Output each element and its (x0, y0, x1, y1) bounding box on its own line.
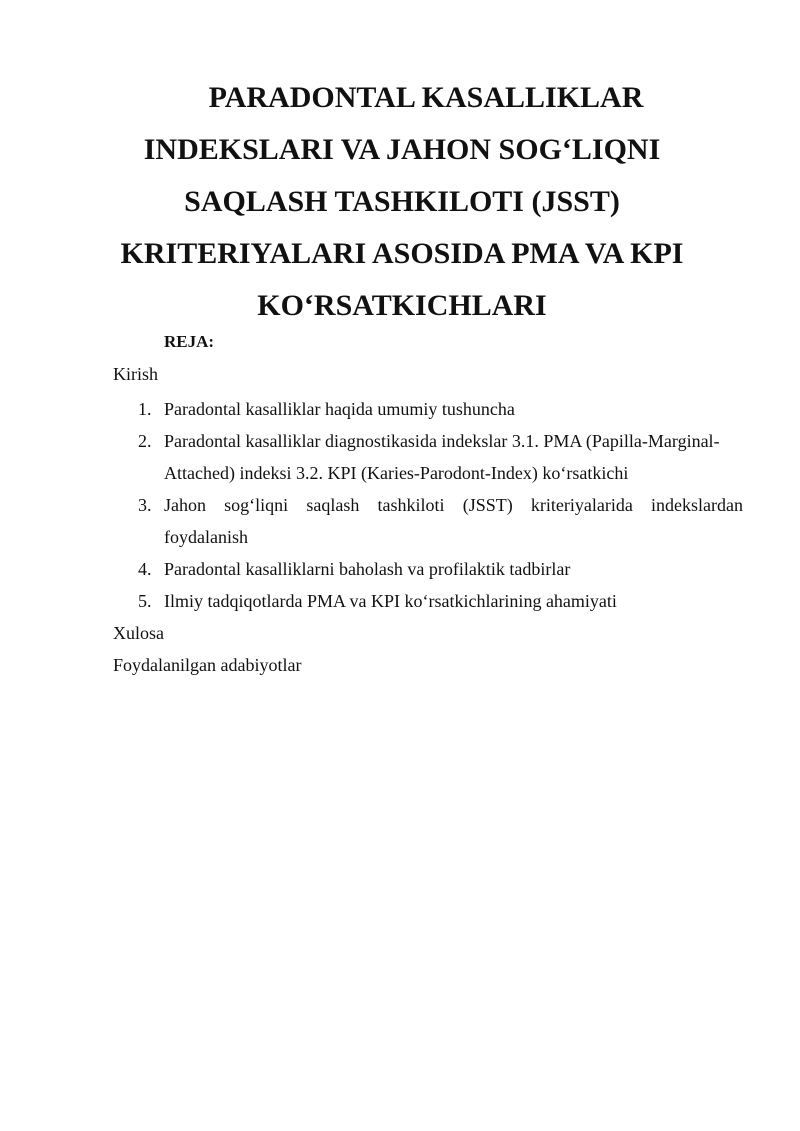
list-item-text: Paradontal kasalliklar haqida umumiy tushuncha (164, 399, 515, 419)
list-item-text-line-1: Jahon sog‘liqni saqlash tashkiloti (JSST) kriteriyalarida indekslardan (164, 495, 743, 515)
list-item (113, 585, 743, 617)
list-item-number: 1. (138, 399, 152, 419)
list-item-text: Paradontal kasalliklarni baholash va profilaktik tadbirlar (164, 559, 571, 579)
title-line-1: PARADONTAL KASALLIKLAR (208, 81, 644, 114)
list-item-number: 5. (138, 591, 152, 611)
list-item-text-line-1: Paradontal kasalliklar diagnostikasida indekslar 3.1. PMA (Papilla-Marginal- (164, 431, 720, 451)
list-item-text-line-2: foydalanish (164, 527, 248, 547)
title-line-4: KRITERIYALARI ASOSIDA PMA VA KPI (120, 237, 684, 270)
list-item-number: 3. (138, 495, 152, 515)
document-title (113, 72, 691, 332)
list-item-number: 2. (138, 431, 152, 451)
plan-list (113, 393, 743, 617)
references-entry: Foydalanilgan adabiyotlar (113, 655, 302, 675)
title-line-5: KO‘RSATKICHLARI (257, 289, 547, 322)
list-item (113, 393, 743, 425)
title-line-3: SAQLASH TASHKILOTI (JSST) (184, 185, 620, 218)
conclusion-entry: Xulosa (113, 623, 164, 643)
list-item (113, 425, 743, 489)
plan-heading: REJA: (164, 332, 215, 351)
list-item-text-line-2: Attached) indeksi 3.2. KPI (Karies-Parodont-Index) ko‘rsatkichi (164, 463, 629, 483)
list-item (113, 489, 743, 553)
title-line-2: INDEKSLARI VA JAHON SOG‘LIQNI (143, 133, 661, 166)
intro-entry: Kirish (113, 364, 158, 384)
list-item-text: Ilmiy tadqiqotlarda PMA va KPI ko‘rsatkichlarining ahamiyati (164, 591, 617, 611)
list-item-number: 4. (138, 559, 152, 579)
list-item (113, 553, 743, 585)
